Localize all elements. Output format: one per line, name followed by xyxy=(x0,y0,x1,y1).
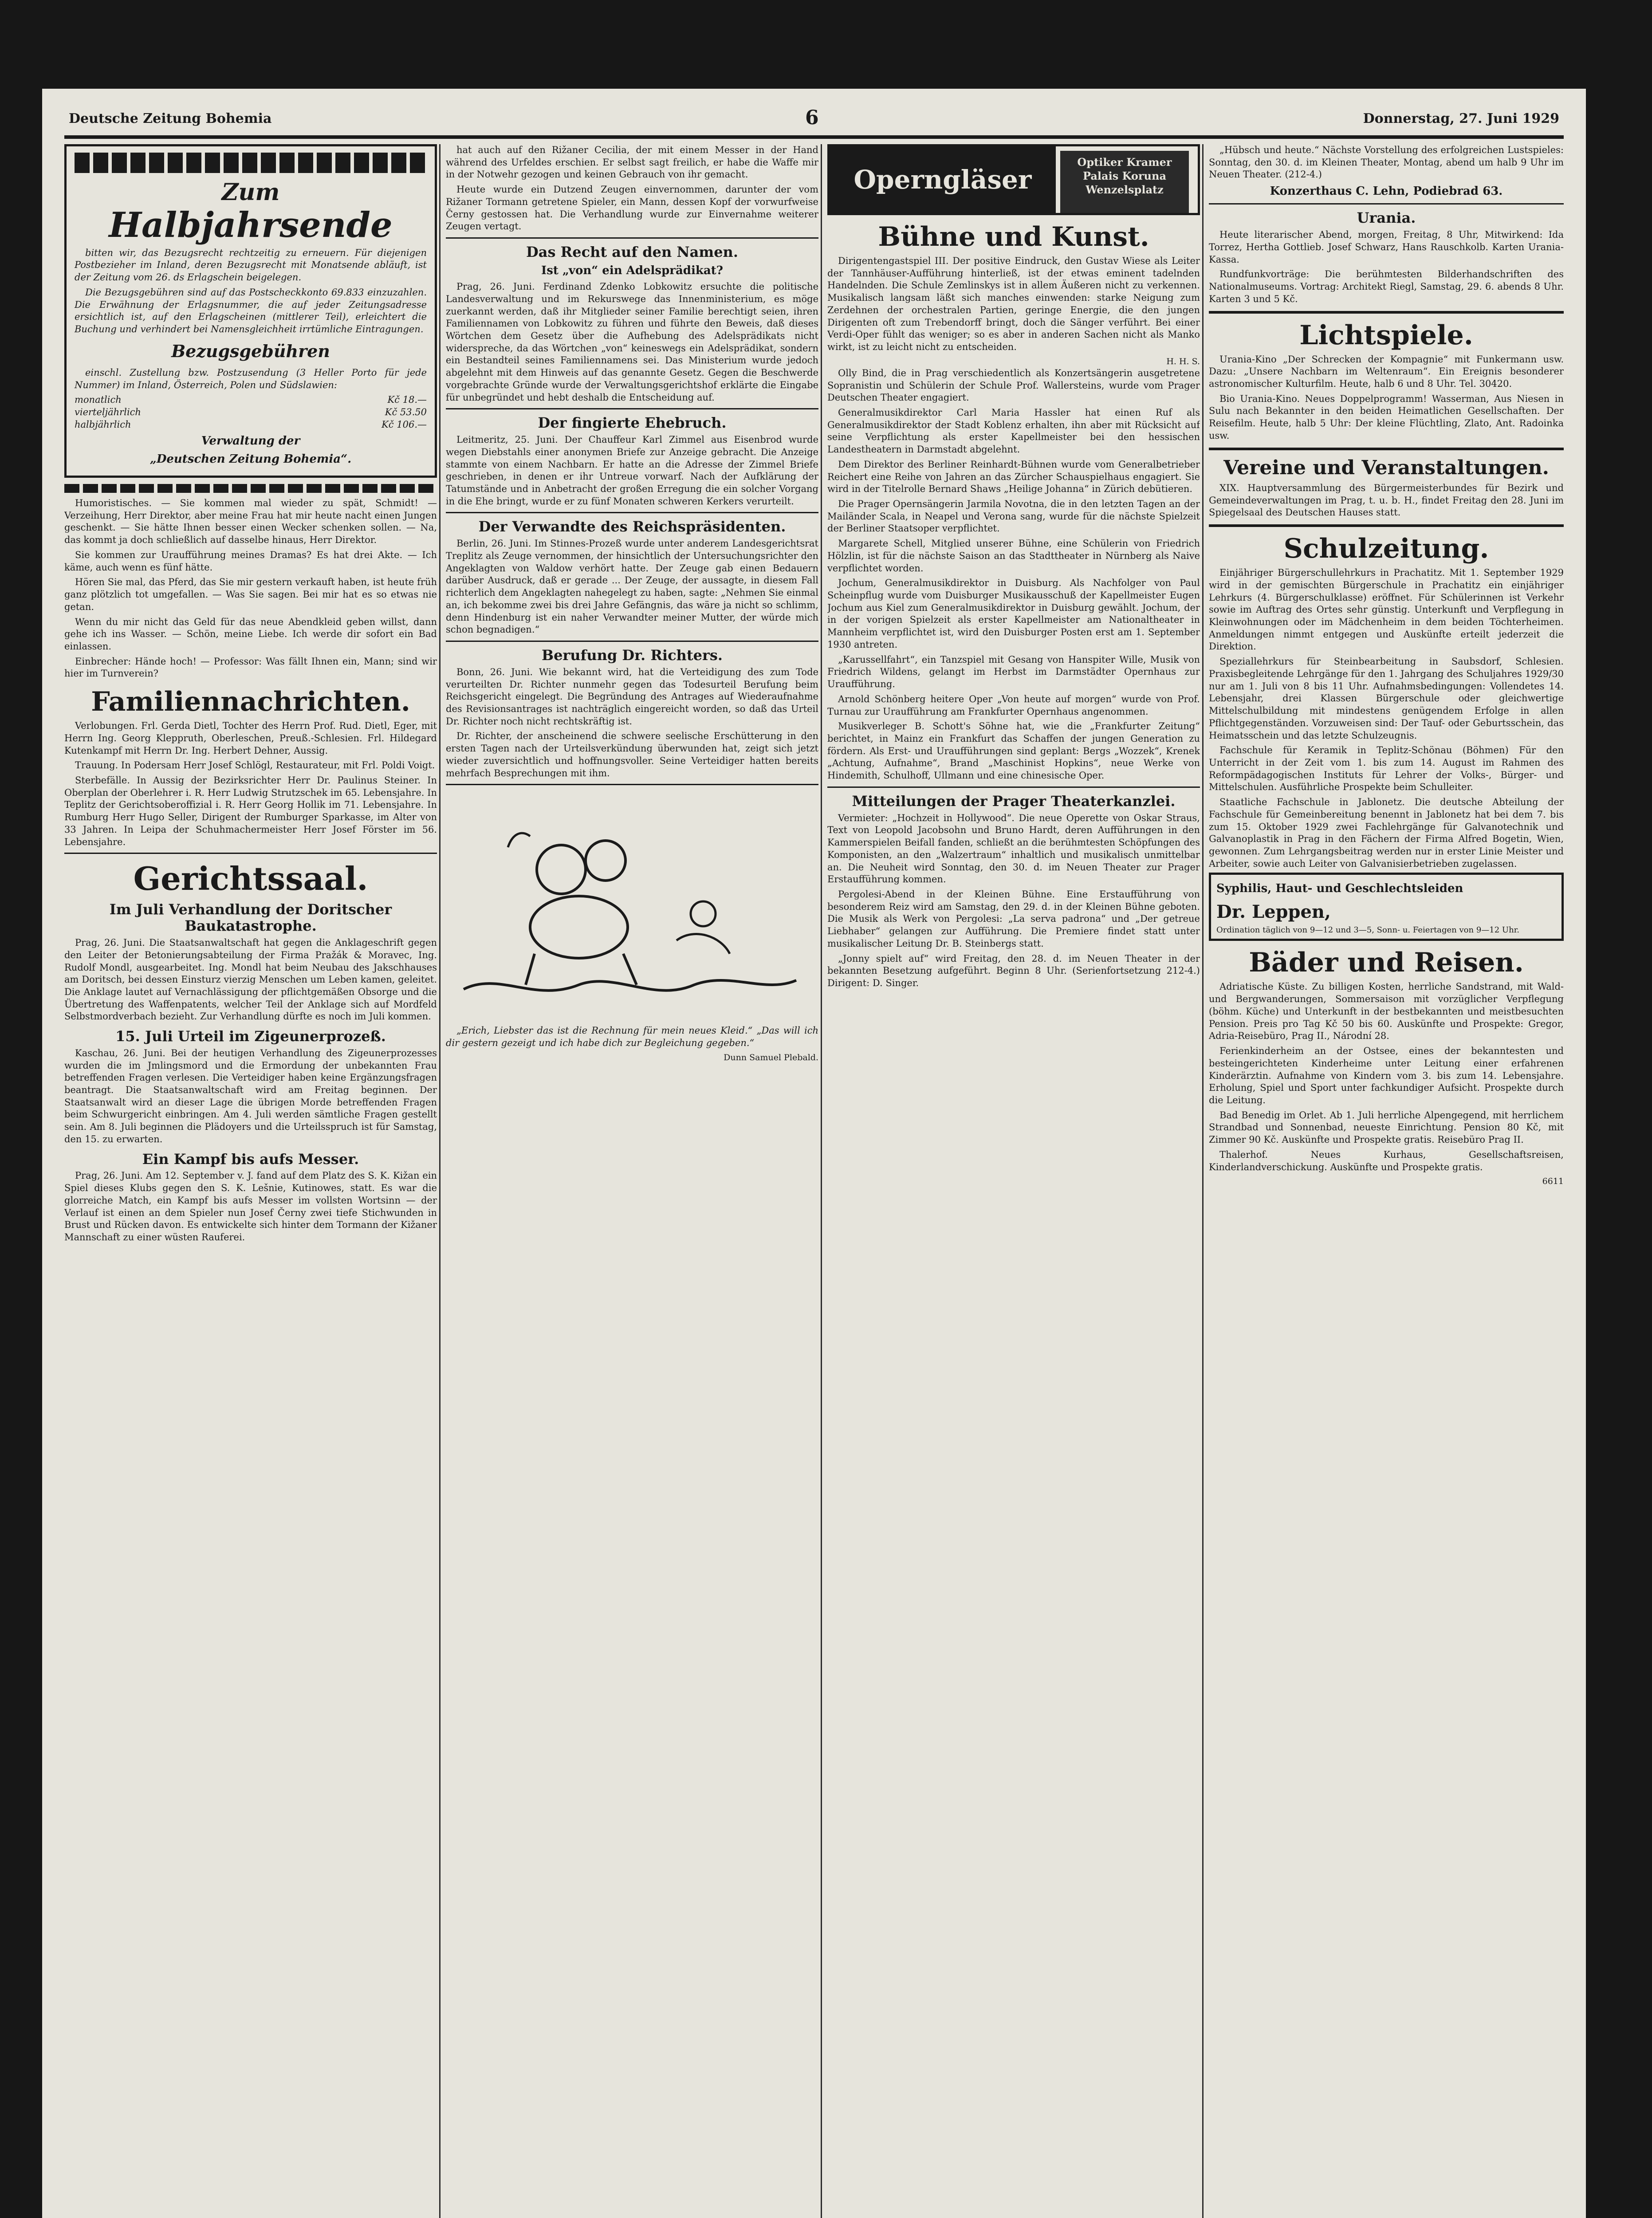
article-text: Speziallehrkurs für Steinbearbeitung in Saubsdorf, Schlesien. Praxisbegleitende Lehrgänge für den 1. Jahrgang des Schuljahres 1929/30 nur am 1. Juli von 8 bis 11 Uhr. Aufnahmsbedingungen: Vollendetes 14. Lebensjahr, drei Klassen Bürgerschule oder gleichwertige Mittelschulbildung mit mindestens genügendem Erfolge in allen Pflichtgegenständen. Vorzuweisen sind: Der Tauf- oder Geburtsschein, das Heimatsschein und das letzte Schulzeugnis. xyxy=(1209,656,1564,741)
price-value: Kč 53.50 xyxy=(385,406,427,417)
doctor-ad-hours: Ordination täglich von 9—12 und 3—5, Sonn- u. Feiertagen von 9—12 Uhr. xyxy=(1216,925,1520,935)
cartoon-illustration xyxy=(446,794,818,1025)
price-value: Kč 106.— xyxy=(382,419,427,430)
column-3 xyxy=(827,144,1200,2218)
humor-text: Sie kommen zur Uraufführung meines Dramas? Es hat drei Akte. — Ich käme, auch wenn es fünf hätte. xyxy=(64,549,437,573)
ad-title-halbjahrsende: Halbjahrsende xyxy=(109,204,393,245)
divider xyxy=(1209,524,1564,527)
ad-optician-place: Palais Koruna xyxy=(1082,169,1167,183)
ad-operglaeser: Operngläser xyxy=(830,146,1056,213)
price-list xyxy=(75,394,427,431)
article-text: Ferienkinderheim an der Ostsee, eines der bekanntesten und besteingerichteten Kinderheime unter Leitung einer erfahrenen Kinderärztin. Aufnahme von Kindern vom 3. bis zum 14. Lebensjahre. Erholung, Spiel und Sport unter fachkundiger Aufsicht. Prospekte durch die Leitung. xyxy=(1209,1046,1564,1105)
article-text: Einjähriger Bürgerschullehrkurs in Prachatitz. Mit 1. September 1929 wird in der gemischten Bürgerschule in Prachatitz ein einjähriger Lehrkurs (4. Bürgerschulklasse) eröffnet. Für Schülerinnen ist Verkehr sowie im Auftrag des Ortes sehr günstig. Unterkunft und Verpflegung in Kleinwohnungen oder im Mädchenheim in dem beiden Töchterheimen. Anmeldungen nimmt entgegen und Auskünfte erteilt jederzeit die Direktion. xyxy=(1209,567,1564,652)
article-text: Heute literarischer Abend, morgen, Freitag, 8 Uhr, Mitwirkend: Ida Torrez, Hertha Gottlieb. Josef Schwarz, Hans Rauschkolb. Karten Urania-Kassa. xyxy=(1209,229,1564,265)
cartoon-drawing xyxy=(446,794,810,1025)
column-rule xyxy=(439,144,441,2218)
page-number: 6 xyxy=(805,106,819,129)
humor-text: Wenn du mir nicht das Geld für das neue Abendkleid geben willst, dann gehe ich ins Wasser. — Schön, meine Liebe. Ich werde dir sofort ein Bad einlassen. xyxy=(64,616,437,652)
divider xyxy=(446,641,818,642)
ad-title-zum: Zum xyxy=(221,179,280,206)
price-row xyxy=(75,419,427,431)
article-text: Staatliche Fachschule in Jablonetz. Die deutsche Abteilung der Fachschule für Gemeinbereitung benennt in Jablonetz hat bei dem 7. bis zum 15. Oktober 1929 zwei Fachlehrgänge für Galvanotechnik und Galvanoplastik in Prag in den Fächern der Firma Alfred Bogetin, Wien, gewonnen. Zum Lehrgangsbeitrag werden nur in erster Linie Meister und Arbeiter, sowie auch Leiter von Galvanisierbetrieben zugelassen. xyxy=(1209,797,1564,869)
humor-text: Hören Sie mal, das Pferd, das Sie mir gestern verkauft haben, ist heute früh ganz plötzlich tot umgefallen. — Was Sie sagen. Bei mir hat es so etwas nie getan. xyxy=(64,577,437,612)
ad-signoff: Verwaltung der xyxy=(201,434,300,448)
article-text: Berlin, 26. Juni. Im Stinnes-Prozeß wurde unter anderem Landesgerichtsrat Treplitz als Zeuge vernommen, der hinsichtlich der Untersuchungsrichter den Angeklagten von Waldow verhört hatte. Der Zeuge gab einen Bedauern darüber Ausdruck, daß er gerade ... Der Zeuge, der aussagte, in diesem Fall richterlich dem Angeklagten nahegelegt zu haben, sagte: „Nehmen Sie einmal an, ich bekomme zwei bis drei Jahre Gefängnis, das wäre ja nicht so schlimm, denn Hindenburg ist ein naher Verwandter meiner Mutter, der würde mich schon begnadigen.“ xyxy=(446,538,818,635)
price-label: vierteljährlich xyxy=(75,406,141,417)
doctor-ad-name: Dr. Leppen, xyxy=(1216,901,1331,922)
article-headline: Das Recht auf den Namen. xyxy=(526,244,738,261)
column-rule xyxy=(1202,144,1204,2218)
family-text: Sterbefälle. In Aussig der Bezirksrichter Herr Dr. Paulinus Steiner. In Oberplan der Oberlehrer i. R. Herr Ludwig Strutzschek im 65. Lebensjahre. In Teplitz der Gerichtsoberoffizial i. R. Herr Georg Hollik im 71. Lebensjahre. In Rumburg Herr Hugo Seller, Dirigent der Rumburger Sparkasse, im Alter von 33 Jahren. In Leipa der Schuhmachermeister Herr Josef Förster im 56. Lebensjahre. xyxy=(64,775,437,847)
humor-text: Humoristisches. — Sie kommen mal wieder zu spät, Schmidt! — Verzeihung, Herr Direktor, aber meine Frau hat mir heute nacht einen Jungen geschenkt. — Sie hätte Ihnen besser einen Wecker schenken sollen. — Na, das kommt ja doch schließlich auf dasselbe hinaus, Herr Direktor. xyxy=(64,498,437,546)
divider xyxy=(1209,311,1564,314)
article-text: „Jonny spielt auf“ wird Freitag, den 28. d. im Neuen Theater in der bekannten Besetzung aufgeführt. Beginn 8 Uhr. (Serienfortsetzung 212-4.) Dirigent: D. Singer. xyxy=(827,953,1200,988)
article-text: Heute wurde ein Dutzend Zeugen einvernommen, darunter der vom Rižaner Tormann getretene Spieler, ein Mann, dessen Kopf der vorwurfweise Černy gestossen hat. Die Verhandlung wurde zur Einvernahme weiterer Zeugen vertagt. xyxy=(446,184,818,232)
article-headline: Der Verwandte des Reichspräsidenten. xyxy=(478,518,786,535)
article-text: Bonn, 26. Juni. Wie bekannt wird, hat die Verteidigung des zum Tode verurteilten Dr. Richter nunmehr gegen das Todesurteil Berufung beim Reichsgericht eingelegt. Die Begründung des Antrages auf Wiederaufnahme des Revisionsantrages ist nachträglich eingereicht worden, so daß das Urteil Dr. Richter noch nicht rechtskräftig ist. xyxy=(446,666,818,727)
section-title-vereine: Vereine und Veranstaltungen. xyxy=(1223,456,1549,479)
divider xyxy=(1209,203,1564,204)
article-subheadline: Konzerthaus C. Lehn, Podiebrad 63. xyxy=(1270,185,1503,198)
article-text: Olly Bind, die in Prag verschiedentlich als Konzertsängerin ausgetretene Sopranistin und Schülerin der Schule Prof. Wallersteins, wurde vom Prager Deutschen Theater engagiert. xyxy=(827,367,1200,403)
family-text: Trauung. In Podersam Herr Josef Schlögl, Restaurateur, mit Frl. Poldi Voigt. xyxy=(75,760,435,771)
column-1 xyxy=(64,144,437,2218)
issue-date: Donnerstag, 27. Juni 1929 xyxy=(1363,111,1559,126)
section-title-baeder: Bäder und Reisen. xyxy=(1249,947,1524,979)
cartoon-caption: „Erich, Liebster das ist die Rechnung für mein neues Kleid.“ „Das will ich dir gestern gezeigt und ich habe dich zur Begleichung gegeben.“ xyxy=(446,1025,818,1048)
ad-signoff: „Deutschen Zeitung Bohemia“. xyxy=(149,452,352,466)
ad-optician-street: Wenzelsplatz xyxy=(1086,183,1164,197)
article-text: Dirigentengastspiel III. Der positive Eindruck, den Gustav Wiese als Leiter der Tannhäuser-Aufführung hinterließ, ist der etwas eminent tadelnden Handelnden. Die Schule Zemlinskys ist in allem Äußeren nicht zu verkennen. Musikalisch langsam läßt sich manches einwenden: starke Neigung zum Zerdehnen der orchestralen Partien, geringe Energie, die den jungen Dirigenten oft zum Trebendorff bringt, doch die Sänger verführt. Bei einer Verdi-Oper fühlt das weniger; so es aber in anderen Sachen nicht als Manko wirkt, ist zu leicht nicht zu entscheiden. xyxy=(827,256,1200,353)
humor-text: Einbrecher: Hände hoch! — Professor: Was fällt Ihnen ein, Mann; sind wir hier im Turnverein? xyxy=(64,656,437,679)
page-header xyxy=(69,106,1559,133)
article-headline: Im Juli Verhandlung der Doritscher Baukatastrophe. xyxy=(109,901,392,935)
article-text: Urania-Kino „Der Schrecken der Kompagnie“ mit Funkermann usw. Dazu: „Unsere Nachbarn im Weltenraum“. Ein Ereignis besonderer astronomischer Kulturfilm. Heute, halb 6 und 8 Uhr. Tel. 30420. xyxy=(1209,354,1564,389)
ad-ornament xyxy=(75,153,427,173)
article-text: Fachschule für Keramik in Teplitz-Schönau (Böhmen) Für den Unterricht in der Zeit vom 1. bis zum 14. August im Rahmen des Reformpädagogischen Instituts für Lehrer der Volks-, Bürger- und Mittelschulen. Ausführliche Prospekte beim Schulleiter. xyxy=(1209,745,1564,793)
article-text: Vermieter: „Hochzeit in Hollywood“. Die neue Operette von Oskar Straus, Text von Leopold Jacobsohn und Bruno Hardt, deren Aufführungen in den Kammerspielen Beifall fanden, schließt an die berühmtesten Schöpfungen des Komponisten, an den „Walzertraum“ inhaltlich und musikalisch unmittelbar an. Die Neuheit wird Sonntag, den 30. d. im Neuen Theater zur Prager Erstaufführung kommen. xyxy=(827,812,1200,885)
section-title-buehne: Bühne und Kunst. xyxy=(878,221,1149,252)
article-text: Prag, 26. Juni. Ferdinand Zdenko Lobkowitz ersuchte die politische Landesverwaltung und im Rekurswege das Innenministerium, es möge zuerkannt werden, daß ihr Mitglieder seiner Familie berechtigt seien, ihren Familiennamen von Lobkowitz zu führen und führte den Beweis, daß dieses Wörtchen dem Gesetz über die Aufhebung des Adelsprädikats nicht widerspreche, da das Wörtchen „von“ keineswegs ein Adelsprädikat, sondern ein Bestandteil seines Familiennamens sei. Das Ministerium wurde jedoch abgelehnt mit dem Hinweis auf das genannte Gesetz. Gegen die Beschwerde vorgebrachte Gründe wurde der Verwaltungsgerichtshof erklärte die Eingabe für unbegründet und hebt deshalb die Entscheidung auf. xyxy=(446,281,818,403)
masthead-name: Deutsche Zeitung Bohemia xyxy=(69,111,272,126)
article-headline: Der fingierte Ehebruch. xyxy=(538,414,727,432)
article-text: Jochum, Generalmusikdirektor in Duisburg. Als Nachfolger von Paul Scheinpflug wurde vom Duisburger Musikausschuß der Kapellmeister Eugen Jochum aus Kiel zum Generalmusikdirektor in Duisburg gewählt. Jochum, der in der vorigen Spielzeit als erster Kapellmeister am Nationaltheater in Mannheim verpflichtet ist, wird den Duisburger Posten erst am 1. September 1930 antreten. xyxy=(827,578,1200,650)
article-text: Thalerhof. Neues Kurhaus, Gesellschaftsreisen, Kinderlandverschickung. Auskünfte und Prospekte gratis. xyxy=(1209,1149,1564,1172)
price-row xyxy=(75,406,427,419)
article-text: Rundfunkvorträge: Die berühmtesten Bilderhandschriften des Nationalmuseums. Vortrag: Architekt Riegl, Samstag, 29. 6. abends 8 Uhr. Karten 3 und 5 Kč. xyxy=(1209,269,1564,304)
ad-text: bitten wir, das Bezugsrecht rechtzeitig zu erneuern. Für diejenigen Postbezieher im Inland, deren Bezugsrecht mit Monatsende abläuft, ist der Zeitung vom 26. ds Erlagschein beigelegen. xyxy=(75,247,427,283)
cartoon-artist: Dunn Samuel Plebald. xyxy=(724,1052,818,1062)
doctor-ad-specialty: Syphilis, Haut- und Geschlechtsleiden xyxy=(1216,882,1463,896)
article-text: Prag, 26. Juni. Die Staatsanwaltschaft hat gegen die Anklageschrift gegen den Leiter der Betonierungsabteilung der Firma Pražák & Moravec, Ing. Rudolf Mondl, ausgearbeitet. Ing. Mondl hat beim Neubau des Jakschhauses am Doritsch, bei dessen Einsturz vierzig Menschen um Leben kamen, geleitet. Die Anklage lautet auf Vernachlässigung der pflichtgemäßen Obsorge und die Übertretung des Waffenpatents, welcher Teil der Anklage sich auf Mordfeld Selbstmordverbach bezieht. Zur Verhandlung dürfte es noch im Juli kommen. xyxy=(64,937,437,1022)
divider xyxy=(446,237,818,239)
article-text: XIX. Hauptversammlung des Bürgermeisterbundes für Bezirk und Gemeindeverwaltungen im Prag, t. u. b. H., findet Freitag den 28. Juni im Spiegelsaal des Deutschen Hauses statt. xyxy=(1209,483,1564,518)
section-title-court: Gerichtssaal. xyxy=(133,860,368,898)
article-subheadline: Ist „von“ ein Adelsprädikat? xyxy=(541,263,723,277)
article-text: „Karussellfahrt“, ein Tanzspiel mit Gesang von Hanspiter Wille, Musik von Friedrich Wildens, gelangt im Herbst im Darmstädter Opernhaus zur Uraufführung. xyxy=(827,654,1200,690)
article-headline: Berufung Dr. Richters. xyxy=(542,646,723,664)
optician-ad xyxy=(827,144,1200,215)
ad-prices-title: Bezugsgebühren xyxy=(171,341,330,361)
article-text: Arnold Schönberg heitere Oper „Von heute auf morgen“ wurde von Prof. Turnau zur Uraufführung am Frankfurter Opernhaus angenommen. xyxy=(827,693,1200,717)
column-4 xyxy=(1209,144,1564,2218)
price-value: Kč 18.— xyxy=(387,394,427,405)
article-text: Dr. Richter, der anscheinend die schwere seelische Erschütterung in den ersten Tagen nach der Urteilsverkündung überwunden hat, zeigt sich jetzt wieder zuversichtlich und hoffnungsvoller. Seine Verteidiger hatten bereits mehrfach Besprechungen mit ihm. xyxy=(446,731,818,779)
column-rule xyxy=(821,144,822,2218)
ad-prices-note: einschl. Zustellung bzw. Postzusendung (3 Heller Porto für jede Nummer) im Inland, Österreich, Polen und Südslawien: xyxy=(75,367,427,390)
divider xyxy=(446,784,818,785)
ad-code: 6611 xyxy=(1542,1176,1564,1187)
article-headline: Mitteilungen der Prager Theaterkanzlei. xyxy=(852,792,1176,810)
divider xyxy=(446,512,818,513)
article-text: Bad Benedig im Orlet. Ab 1. Juli herrliche Alpengegend, mit herrlichem Strandbad und Sonnenbad, neueste Einrichtung. Pension 80 Kč, mit Zimmer 90 Kč. Auskünfte und Prospekte gratis. Reisebüro Prag II. xyxy=(1209,1109,1564,1145)
family-text: Verlobungen. Frl. Gerda Dietl, Tochter des Herrn Prof. Rud. Dietl, Eger, mit Herrn Ing. Georg Kleppruth, Oberleschen, Preuß.-Schlesien. Frl. Hildegard Kutenkampf mit Herrn Dr. Ing. Herbert Dehner, Aussig. xyxy=(64,720,437,756)
divider xyxy=(64,853,437,854)
article-text: hat auch auf den Rižaner Cecilia, der mit einem Messer in der Hand während des Urfeldes erschien. Er selbst sagt freilich, er habe die Waffe mir in der Notwehr gezogen und keinen Gebrauch von ihr gemacht. xyxy=(446,145,818,180)
header-rule xyxy=(64,135,1564,139)
article-text: Dem Direktor des Berliner Reinhardt-Bühnen wurde vom Generalbetrieber Reichert eine Reihe von Jahren an das Zürcher Schauspielhaus engagiert. Sie wird in der Titelrolle Bernard Shaws „Heilige Johanna“ in Zürich debütieren. xyxy=(827,459,1200,495)
newspaper-page xyxy=(42,89,1586,2218)
price-label: halbjährlich xyxy=(75,419,131,430)
column-2 xyxy=(446,144,818,2218)
divider xyxy=(827,787,1200,788)
section-title-lichtspiele: Lichtspiele. xyxy=(1299,319,1473,351)
article-text: Leitmeritz, 25. Juni. Der Chauffeur Karl Zimmel aus Eisenbrod wurde wegen Diebstahls einer anonymen Briefe zur Anzeige gebracht. Die Anzeige stammte von einem Nachbarn. Er hatte an die Adresse der Zimmel Briefe geschrieben, in denen er ihr Untreue vorwarf. Nach der Aufklärung der Tatumstände und in Anbetracht der großen Erregung die ein solcher Vorgang in die Ehe bringt, wurde er zu fünf Monaten schweren Kerkers verurteilt. xyxy=(446,434,818,507)
article-headline: Ein Kampf bis aufs Messer. xyxy=(142,1150,359,1168)
author-initials: H. H. S. xyxy=(1166,356,1200,366)
price-row xyxy=(75,394,427,406)
section-ornament xyxy=(64,484,437,493)
divider xyxy=(446,408,818,409)
article-text: Die Prager Opernsängerin Jarmila Novotna, die in den letzten Tagen an der Mailänder Scala, in Neapel und Verona sang, wurde für die nächste Spielzeit der Berliner Staatsoper verpflichtet. xyxy=(827,499,1200,534)
article-text: „Hübsch und heute.“ Nächste Vorstellung des erfolgreichen Lustspieles: Sonntag, den 30. d. im Kleinen Theater, Montag, abend um halb 9 Uhr im Neuen Theater. (212-4.) xyxy=(1209,145,1564,180)
article-text: Adriatische Küste. Zu billigen Kosten, herrliche Sandstrand, mit Wald- und Bergwanderungen, Sommersaison mit vorzüglicher Verpflegung (böhm. Küche) und Unterkunft in der bestbekannten und meistbesuchten Pension. Preis pro Tag Kč 50 bis 60. Auskünfte und Prospekte: Gregor, Adria-Reisebüro, Prag II., Národní 28. xyxy=(1209,981,1564,1042)
subscription-ad xyxy=(64,144,437,478)
doctor-ad xyxy=(1209,873,1564,941)
ad-text: Die Bezugsgebühren sind auf das Postscheckkonto 69.833 einzuzahlen. Die Erwähnung der Erlagsnummer, die auf jeder Zeitungsadresse ersichtlich ist, auf den Erlagscheinen (mittlerer Teil), erleichtert die Buchung und verhindert bei Namensgleichheit irrtümliche Eintragungen. xyxy=(75,287,427,334)
divider xyxy=(1209,448,1564,450)
article-text: Generalmusikdirektor Carl Maria Hassler hat einen Ruf als Generalmusikdirektor der Stadt Koblenz erhalten, ihn aber mit Rücksicht auf seine Verpflichtung als erster Kapellmeister bei den hessischen Landestheatern in Darmstadt abgelehnt. xyxy=(827,407,1200,455)
article-text: Musikverleger B. Schott's Söhne hat, wie die „Frankfurter Zeitung“ berichtet, in Mainz ein Frankfurt das Schaffen der jungen Generation zu fördern. Als Erst- und Uraufführungen sind geplant: Bergs „Wozzek“, Krenek „Achtung, Aufnahme“, Brand „Maschinist Hopkins“, neue Werke von Hindemith, Schulhoff, Ullmann und eine chinesische Oper. xyxy=(827,721,1200,781)
article-text: Bio Urania-Kino. Neues Doppelprogramm! Wasserman, Aus Niesen in Sulu nach Bekannter in den beiden Heimatlichen Gesellschaften. Der Reisefilm. Heute, halb 5 Uhr: Der kleine Flüchtling, Zlato, Ant. Radoinka usw. xyxy=(1209,393,1564,441)
section-title-schulzeitung: Schulzeitung. xyxy=(1283,533,1489,565)
article-text: Pergolesi-Abend in der Kleinen Bühne. Eine Erstaufführung von besonderem Reiz wird am Samstag, den 29. d. in der Kleinen Bühne geboten. Die Musik als Werk von Pergolesi: „La serva padrona“ und „Der getreue Liebhaber“ gelangen zur Aufführung. Die Premiere findet statt unter musikalischer Leitung Dr. B. Steinbergs statt. xyxy=(827,889,1200,949)
article-headline: 15. Juli Urteil im Zigeunerprozeß. xyxy=(115,1028,386,1045)
ad-optician-info xyxy=(1060,151,1189,213)
price-label: monatlich xyxy=(75,394,122,405)
article-text: Margarete Schell, Mitglied unserer Bühne, eine Schülerin von Friedrich Hölzlin, ist für die nächste Saison an das Stadttheater in Nürnberg als Naive verpflichtet worden. xyxy=(827,538,1200,574)
ad-optician-name: Optiker Kramer xyxy=(1077,156,1172,169)
article-text: Kaschau, 26. Juni. Bei der heutigen Verhandlung des Zigeunerprozesses wurden die im Jmlingsmord und die Ermordung der unbekannten Frau betreffenden Fragen verlesen. Die Verteidiger haben keine Ergänzungsfragen beantragt. Die Staatsanwaltschaft wird am Freitag beginnen. Der Staatsanwalt wird an dieser Lage die übrigen Morde betreffenden Fragen beim Schwurgericht einbringen. Am 4. Juli werden sämtliche Fragen gestellt sein. Am 8. Juli beginnen die Plädoyers und die Urteilsspruch ist für Samstag, den 15. zu erwarten. xyxy=(64,1047,437,1144)
article-text: Prag, 26. Juni. Am 12. September v. J. fand auf dem Platz des S. K. Kižan ein Spiel dieses Klubs gegen den S. K. Lešnie, Kutinowes, statt. Es war die glorreiche Match, ein Kampf bis aufs Messer im vollsten Wortsinn — der Verlauf ist einen an dem Spieler nun Josef Černy zwei tiefe Stichwunden in Brust und Rücken davon. Es entwickelte sich hinter dem Tormann der Kižaner Mannschaft zu einer wüsten Rauferei. xyxy=(64,1170,437,1243)
section-title-family: Familiennachrichten. xyxy=(91,686,410,718)
article-headline: Urania. xyxy=(1357,209,1416,227)
